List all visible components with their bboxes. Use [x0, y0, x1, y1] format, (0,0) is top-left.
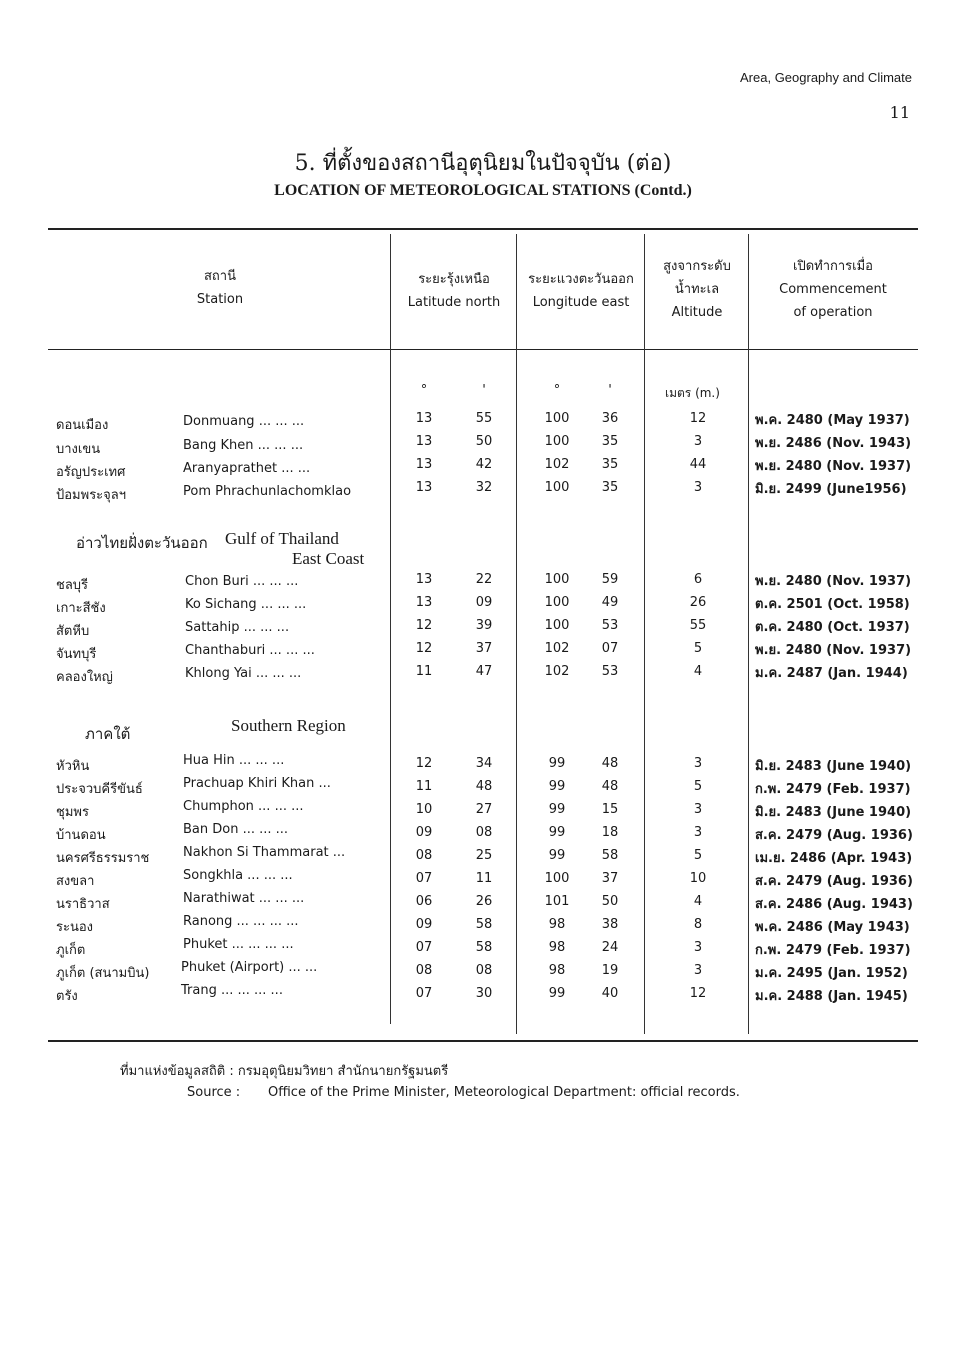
- latitude-minutes: 27: [475, 802, 493, 817]
- source-label: Source :: [187, 1085, 241, 1100]
- latitude-minutes: 08: [475, 963, 493, 978]
- station-name-thai: เกาะสีชัง: [56, 601, 106, 616]
- header-longitude: [518, 268, 644, 314]
- longitude-minutes: 48: [601, 779, 619, 794]
- longitude-minutes: 35: [601, 480, 619, 495]
- table-title-english: LOCATION OF METEOROLOGICAL STATIONS (Contd.): [274, 182, 692, 199]
- commencement-date: ก.พ. 2479 (Feb. 1937): [755, 782, 911, 797]
- latitude-degrees: 12: [415, 756, 433, 771]
- longitude-minutes: 49: [601, 595, 619, 610]
- latitude-minutes: 55: [475, 411, 493, 426]
- longitude-minutes: 40: [601, 986, 619, 1001]
- table-title-thai: 5. ที่ตั้งของสถานีอุตุนิยมในปัจจุบัน (ต่อ): [294, 151, 672, 176]
- altitude-value: 5: [693, 641, 703, 656]
- latitude-minutes: 42: [475, 457, 493, 472]
- station-name-english: Pom Phrachunlachomklao: [183, 484, 352, 499]
- column-divider: [390, 234, 391, 1024]
- station-name-english: Donmuang ... ... ...: [183, 414, 305, 429]
- station-name-thai: ประจวบคีรีขันธ์: [56, 782, 143, 797]
- header-commencement: [750, 255, 916, 324]
- station-name-english: Ko Sichang ... ... ...: [185, 597, 307, 612]
- latitude-degrees: 07: [415, 986, 433, 1001]
- altitude-value: 3: [693, 756, 703, 771]
- station-name-english: Prachuap Khiri Khan ...: [183, 776, 331, 791]
- header-longitude-thai: ระยะแวงตะวันออก: [528, 272, 634, 287]
- station-name-english: Chanthaburi ... ... ...: [185, 643, 315, 658]
- station-name-english: Khlong Yai ... ... ...: [185, 666, 302, 681]
- station-name-thai: บางเขน: [56, 442, 101, 457]
- latitude-minutes: 39: [475, 618, 493, 633]
- header-bottom-rule: [48, 349, 918, 350]
- altitude-value: 5: [693, 779, 703, 794]
- altitude-value: 3: [693, 940, 703, 955]
- latitude-degrees: 08: [415, 848, 433, 863]
- longitude-degrees: 100: [544, 434, 570, 449]
- longitude-minutes: 53: [601, 664, 619, 679]
- station-name-thai: นครศรีธรรมราช: [56, 851, 150, 866]
- longitude-minutes: 48: [601, 756, 619, 771]
- longitude-minutes: 53: [601, 618, 619, 633]
- longitude-minutes: 37: [601, 871, 619, 886]
- station-name-thai: ตรัง: [56, 989, 78, 1004]
- latitude-degrees: 13: [415, 457, 433, 472]
- latitude-minutes: 58: [475, 917, 493, 932]
- header-altitude: [646, 255, 748, 324]
- altitude-value: 26: [689, 595, 707, 610]
- commencement-date: มิ.ย. 2483 (June 1940): [755, 805, 912, 820]
- longitude-minutes: 15: [601, 802, 619, 817]
- altitude-value: 3: [693, 802, 703, 817]
- commencement-date: พ.ย. 2480 (Nov. 1937): [755, 574, 912, 589]
- longitude-degrees: 99: [548, 825, 566, 840]
- station-name-thai: สัตหีบ: [56, 624, 90, 639]
- header-altitude-thai-1: สูงจากระดับ: [663, 259, 731, 274]
- latitude-minutes: 37: [475, 641, 493, 656]
- latitude-degrees: 13: [415, 480, 433, 495]
- station-name-thai: บ้านดอน: [56, 828, 106, 843]
- latitude-minutes: 11: [475, 871, 493, 886]
- unit-lat-degrees: °: [420, 383, 428, 398]
- longitude-degrees: 100: [544, 618, 570, 633]
- running-title: Area, Geography and Climate: [740, 70, 912, 85]
- station-name-thai: คลองใหญ่: [56, 670, 113, 685]
- commencement-date: ก.พ. 2479 (Feb. 1937): [755, 943, 911, 958]
- unit-lon-degrees: °: [553, 383, 561, 398]
- longitude-degrees: 98: [548, 940, 566, 955]
- station-name-thai: ดอนเมือง: [56, 418, 109, 433]
- latitude-minutes: 47: [475, 664, 493, 679]
- page-number: 11: [889, 103, 910, 122]
- latitude-degrees: 13: [415, 595, 433, 610]
- unit-altitude: เมตร (m.): [665, 386, 720, 400]
- station-name-thai: ชลบุรี: [56, 578, 89, 593]
- source-english: Office of the Prime Minister, Meteorological Department: official records.: [268, 1085, 740, 1100]
- header-latitude-thai: ระยะรุ้งเหนือ: [418, 272, 490, 287]
- header-commencement-thai: เปิดทำการเมื่อ: [793, 259, 873, 274]
- station-name-english: Trang ... ... ... ...: [181, 983, 283, 998]
- altitude-value: 6: [693, 572, 703, 587]
- longitude-degrees: 99: [548, 779, 566, 794]
- longitude-minutes: 38: [601, 917, 619, 932]
- station-name-thai: นราธิวาส: [56, 897, 110, 912]
- latitude-minutes: 48: [475, 779, 493, 794]
- latitude-degrees: 09: [415, 825, 433, 840]
- longitude-minutes: 59: [601, 572, 619, 587]
- commencement-date: ม.ค. 2495 (Jan. 1952): [755, 966, 908, 981]
- commencement-date: พ.ค. 2486 (May 1943): [755, 920, 910, 935]
- longitude-minutes: 35: [601, 434, 619, 449]
- header-commencement-english-2: of operation: [793, 305, 873, 320]
- longitude-degrees: 102: [544, 641, 570, 656]
- longitude-minutes: 24: [601, 940, 619, 955]
- altitude-value: 3: [693, 963, 703, 978]
- longitude-degrees: 98: [548, 917, 566, 932]
- station-name-english: Ranong ... ... ... ...: [183, 914, 299, 929]
- station-name-english: Ban Don ... ... ...: [183, 822, 289, 837]
- latitude-minutes: 26: [475, 894, 493, 909]
- commencement-date: มิ.ย. 2483 (June 1940): [755, 759, 912, 774]
- header-longitude-english: Longitude east: [532, 295, 630, 310]
- section-heading-english: Gulf of Thailand: [225, 529, 339, 548]
- table-top-rule: [48, 228, 918, 230]
- latitude-degrees: 11: [415, 779, 433, 794]
- station-name-english: Phuket (Airport) ... ...: [181, 960, 318, 975]
- commencement-date: พ.ค. 2480 (May 1937): [755, 413, 910, 428]
- commencement-date: เม.ย. 2486 (Apr. 1943): [755, 851, 913, 866]
- station-name-english: Songkhla ... ... ...: [183, 868, 293, 883]
- longitude-degrees: 102: [544, 457, 570, 472]
- latitude-degrees: 11: [415, 664, 433, 679]
- altitude-value: 4: [693, 894, 703, 909]
- column-divider: [516, 234, 517, 1034]
- commencement-date: ต.ค. 2480 (Oct. 1937): [755, 620, 910, 635]
- longitude-minutes: 35: [601, 457, 619, 472]
- latitude-degrees: 08: [415, 963, 433, 978]
- section-heading-thai: อ่าวไทยฝั่งตะวันออก: [76, 534, 208, 552]
- latitude-degrees: 12: [415, 641, 433, 656]
- header-commencement-english-1: Commencement: [779, 282, 887, 297]
- section-heading-english: Southern Region: [231, 716, 346, 735]
- longitude-degrees: 98: [548, 963, 566, 978]
- longitude-minutes: 18: [601, 825, 619, 840]
- longitude-degrees: 100: [544, 411, 570, 426]
- longitude-minutes: 58: [601, 848, 619, 863]
- longitude-degrees: 102: [544, 664, 570, 679]
- latitude-minutes: 25: [475, 848, 493, 863]
- altitude-value: 4: [693, 664, 703, 679]
- altitude-value: 44: [689, 457, 707, 472]
- station-name-english: Narathiwat ... ... ...: [183, 891, 305, 906]
- header-station: [120, 265, 320, 311]
- station-name-thai: ชุมพร: [56, 805, 89, 820]
- commencement-date: ส.ค. 2486 (Aug. 1943): [755, 897, 913, 912]
- latitude-degrees: 13: [415, 434, 433, 449]
- section-heading-thai: ภาคใต้: [85, 725, 131, 743]
- longitude-minutes: 36: [601, 411, 619, 426]
- unit-lon-minutes: ': [608, 383, 612, 398]
- latitude-minutes: 32: [475, 480, 493, 495]
- longitude-minutes: 07: [601, 641, 619, 656]
- longitude-degrees: 100: [544, 480, 570, 495]
- header-altitude-english: Altitude: [671, 305, 723, 320]
- commencement-date: ส.ค. 2479 (Aug. 1936): [755, 828, 913, 843]
- station-name-english: Sattahip ... ... ...: [185, 620, 290, 635]
- station-name-thai: หัวหิน: [56, 759, 90, 774]
- station-name-thai: ระนอง: [56, 920, 94, 935]
- longitude-degrees: 99: [548, 986, 566, 1001]
- latitude-minutes: 58: [475, 940, 493, 955]
- station-name-english: Nakhon Si Thammarat ...: [183, 845, 346, 860]
- altitude-value: 10: [689, 871, 707, 886]
- commencement-date: พ.ย. 2480 (Nov. 1937): [755, 643, 912, 658]
- longitude-minutes: 50: [601, 894, 619, 909]
- header-station-english: Station: [196, 292, 244, 307]
- commencement-date: พ.ย. 2486 (Nov. 1943): [755, 436, 912, 451]
- station-name-thai: ภูเก็ต: [56, 943, 86, 958]
- commencement-date: ส.ค. 2479 (Aug. 1936): [755, 874, 913, 889]
- altitude-value: 55: [689, 618, 707, 633]
- latitude-minutes: 22: [475, 572, 493, 587]
- altitude-value: 8: [693, 917, 703, 932]
- altitude-value: 3: [693, 434, 703, 449]
- latitude-degrees: 12: [415, 618, 433, 633]
- longitude-degrees: 99: [548, 848, 566, 863]
- station-name-thai: อรัญประเทศ: [56, 465, 126, 480]
- latitude-minutes: 09: [475, 595, 493, 610]
- latitude-degrees: 13: [415, 572, 433, 587]
- header-altitude-thai-2: น้ำทะเล: [674, 282, 720, 297]
- altitude-value: 3: [693, 825, 703, 840]
- source-thai: ที่มาแห่งข้อมูลสถิติ : กรมอุตุนิยมวิทยา สำนักนายกรัฐมนตรี: [120, 1064, 449, 1079]
- station-name-english: Aranyaprathet ... ...: [183, 461, 311, 476]
- station-name-english: Chon Buri ... ... ...: [185, 574, 299, 589]
- commencement-date: มิ.ย. 2499 (June1956): [755, 482, 907, 497]
- altitude-value: 12: [689, 411, 707, 426]
- altitude-value: 3: [693, 480, 703, 495]
- longitude-degrees: 99: [548, 802, 566, 817]
- latitude-degrees: 06: [415, 894, 433, 909]
- unit-lat-minutes: ': [482, 383, 486, 398]
- longitude-degrees: 101: [544, 894, 570, 909]
- station-name-english: Bang Khen ... ... ...: [183, 438, 304, 453]
- station-name-english: Hua Hin ... ... ...: [183, 753, 285, 768]
- commencement-date: ม.ค. 2488 (Jan. 1945): [755, 989, 908, 1004]
- altitude-value: 12: [689, 986, 707, 1001]
- latitude-minutes: 08: [475, 825, 493, 840]
- station-name-english: Chumphon ... ... ...: [183, 799, 304, 814]
- latitude-minutes: 34: [475, 756, 493, 771]
- commencement-date: ม.ค. 2487 (Jan. 1944): [755, 666, 908, 681]
- latitude-degrees: 07: [415, 871, 433, 886]
- station-name-thai: ป้อมพระจุลฯ: [56, 488, 127, 503]
- altitude-value: 5: [693, 848, 703, 863]
- longitude-minutes: 19: [601, 963, 619, 978]
- latitude-degrees: 07: [415, 940, 433, 955]
- station-name-thai: จันทบุรี: [56, 647, 97, 662]
- station-name-english: Phuket ... ... ... ...: [183, 937, 294, 952]
- latitude-minutes: 30: [475, 986, 493, 1001]
- latitude-degrees: 13: [415, 411, 433, 426]
- header-station-thai: สถานี: [204, 269, 236, 284]
- table-bottom-rule: [48, 1040, 918, 1042]
- longitude-degrees: 100: [544, 572, 570, 587]
- longitude-degrees: 100: [544, 595, 570, 610]
- header-latitude-english: Latitude north: [407, 295, 501, 310]
- latitude-degrees: 10: [415, 802, 433, 817]
- latitude-minutes: 50: [475, 434, 493, 449]
- station-name-thai: สงขลา: [56, 874, 95, 889]
- header-latitude: [392, 268, 516, 314]
- longitude-degrees: 99: [548, 756, 566, 771]
- commencement-date: ต.ค. 2501 (Oct. 1958): [755, 597, 910, 612]
- commencement-date: พ.ย. 2480 (Nov. 1937): [755, 459, 912, 474]
- column-divider: [748, 234, 749, 1034]
- section-heading-english-2: East Coast: [292, 549, 365, 568]
- latitude-degrees: 09: [415, 917, 433, 932]
- column-divider: [644, 234, 645, 1034]
- station-name-thai: ภูเก็ต (สนามบิน): [56, 966, 150, 981]
- longitude-degrees: 100: [544, 871, 570, 886]
